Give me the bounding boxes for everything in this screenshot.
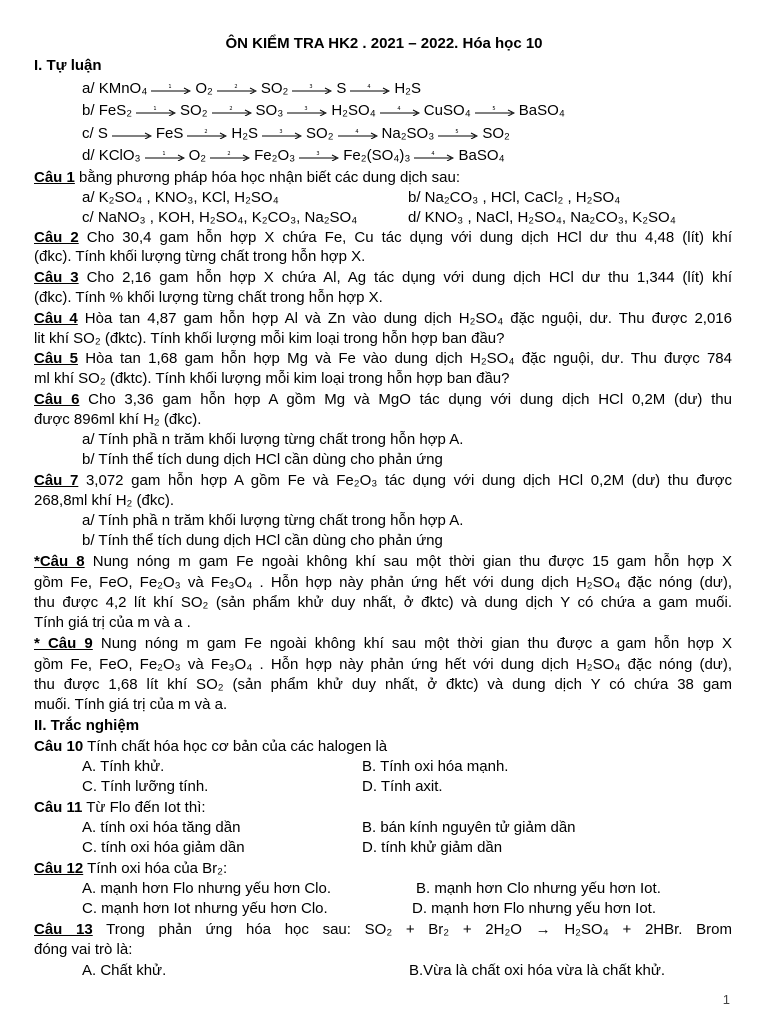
question-9-line-2: gồm Fe, FeO, Fe₂O₃ và Fe₃O₄ . Hỗn hợp này phản ứng hết với dung dịch H₂SO₄ đặc nóng (dư), xyxy=(34,656,732,673)
svg-text:3: 3 xyxy=(309,84,313,91)
question-8-line-2: gồm Fe, FeO, Fe₂O₃ và Fe₃O₄ . Hỗn hợp này phản ứng hết với dung dịch H₂SO₄ đặc nóng (dư), xyxy=(34,574,732,591)
question-12 xyxy=(34,859,227,878)
chain-b-species: H₂SO₄ xyxy=(331,102,376,119)
question-7-line-2: 268,8ml khí H₂ (đkc). xyxy=(34,492,175,509)
question-13-option-a: A. Chất khử. xyxy=(82,962,167,979)
question-1-b: b/ Na₂CO₃ , HCl, CaCl₂ , H₂SO₄ xyxy=(408,189,621,206)
question-12-label: Câu 12 xyxy=(34,860,84,877)
question-5-label: Câu 5 xyxy=(34,350,78,367)
question-6-a: a/ Tính phầ n trăm khối lượng từng chất trong hỗn hợp A. xyxy=(82,431,464,448)
chain-a-species: KMnO₄ xyxy=(98,80,148,97)
svg-text:5: 5 xyxy=(455,129,459,136)
question-9-line-3: thu được 1,68 lít khí SO₂ (sản phẩm khử duy nhất, ở đktc) và dung dịch Y có chứa 38 gam xyxy=(34,676,732,693)
chain-c-species: FeS xyxy=(155,125,184,142)
question-10-option-c: C. Tính lưỡng tính. xyxy=(82,778,209,795)
question-4-text: Hòa tan 4,87 gam hỗn hợp Al và Zn vào dung dịch H₂SO₄ đặc nguội, dư. Thu được 2,016 xyxy=(77,310,732,327)
reaction-arrow-icon xyxy=(292,84,332,94)
question-5-text: Hòa tan 1,68 gam hỗn hợp Mg và Fe vào dung dịch H₂SO₄ đặc nguội, dư. Thu được 784 xyxy=(77,350,732,367)
question-5-line-2: ml khí SO₂ (đktc). Tính khối lượng mỗi kim loại trong hỗn hợp ban đầu? xyxy=(34,370,510,387)
question-6-line-2: được 896ml khí H₂ (đkc). xyxy=(34,411,202,428)
reaction-arrow-icon xyxy=(475,106,515,116)
question-7-line-1 xyxy=(34,471,732,490)
question-2-label: Câu 2 xyxy=(34,229,79,246)
question-11 xyxy=(34,798,206,817)
question-4-line-1 xyxy=(34,309,732,328)
question-10-text: Tính chất hóa học cơ bản của các halogen là xyxy=(83,738,388,755)
chain-d-label: d/ xyxy=(82,147,99,164)
question-6-b: b/ Tính thể tích dung dịch HCl cần dùng cho phản ứng xyxy=(82,451,443,468)
section-multiple-choice-heading: II. Trắc nghiệm xyxy=(34,717,140,734)
question-11-label: Câu 11 xyxy=(34,799,83,816)
chain-d-species: Fe₂(SO₄)₃ xyxy=(343,147,411,164)
chain-a-label: a/ xyxy=(82,80,99,97)
reaction-arrow-icon xyxy=(210,151,250,161)
reaction-arrow-icon xyxy=(217,84,257,94)
question-12-option-b: B. mạnh hơn Clo nhưng yếu hơn Iot. xyxy=(416,880,661,897)
question-3-line-2: (đkc). Tính % khối lượng từng chất trong hỗn hợp X. xyxy=(34,289,383,306)
question-8-label: *Câu 8 xyxy=(34,553,85,570)
chain-d-species: O₂ xyxy=(188,147,207,164)
svg-text:4: 4 xyxy=(397,106,401,113)
reaction-arrow-icon xyxy=(136,106,176,116)
chain-b-species: FeS₂ xyxy=(98,102,133,119)
page-title: ÔN KIỂM TRA HK2 . 2021 – 2022. Hóa học 10 xyxy=(225,35,543,52)
question-8-line-3: thu được 4,2 lít khí SO₂ (sản phẩm khử duy nhất, ở đktc) và dung dịch Y có chứa a gam muối. xyxy=(34,594,732,611)
svg-text:4: 4 xyxy=(367,84,371,91)
reaction-arrow-icon xyxy=(287,106,327,116)
svg-text:3: 3 xyxy=(304,106,308,113)
question-11-option-b: B. bán kính nguyên tử giảm dần xyxy=(362,819,576,836)
chain-a xyxy=(82,79,421,98)
question-13-line-2: đóng vai trò là: xyxy=(34,941,133,958)
question-7-b: b/ Tính thể tích dung dịch HCl cần dùng cho phản ứng xyxy=(82,532,443,549)
question-2-line-1 xyxy=(34,228,732,247)
chain-c-species: SO₂ xyxy=(306,125,334,142)
svg-text:4: 4 xyxy=(431,151,436,158)
reaction-arrow-icon xyxy=(338,129,378,139)
question-13-label: Câu 13 xyxy=(34,921,93,938)
question-13-text: Trong phản ứng hóa học sau: SO₂ + Br₂ + 2H₂O → H₂SO₄ + 2HBr. Brom xyxy=(92,921,732,938)
question-8-text: Nung nóng m gam Fe ngoài không khí sau một thời gian thu được 15 gam hỗn hợp X xyxy=(84,553,733,570)
question-8-line-4: Tính giá trị của m và a . xyxy=(34,614,191,631)
svg-text:2: 2 xyxy=(234,84,238,91)
reaction-arrow-icon xyxy=(380,106,420,116)
svg-text:1: 1 xyxy=(162,151,166,158)
question-2-line-2: (đkc). Tính khối lượng từng chất trong hỗn hợp X. xyxy=(34,248,366,265)
page-number: 1 xyxy=(722,992,730,1007)
reaction-arrow-icon xyxy=(262,129,302,139)
question-10-option-b: B. Tính oxi hóa mạnh. xyxy=(362,758,509,775)
reaction-arrow-icon xyxy=(187,129,227,139)
question-7-text: 3,072 gam hỗn hợp A gồm Fe và Fe₂O₃ tác dụng với dung dịch HCl 0,2M (dư) thu được xyxy=(78,472,732,489)
question-1-a: a/ K₂SO₄ , KNO₃, KCl, H₂SO₄ xyxy=(82,189,279,206)
chain-b-label: b/ xyxy=(82,102,99,119)
chain-b-species: SO₃ xyxy=(255,102,284,119)
question-3-text: Cho 2,16 gam hỗn hợp X chứa Al, Ag tác dụng với dung dịch HCl dư thu 1,344 (lít) khí xyxy=(78,269,732,286)
question-2-text: Cho 30,4 gam hỗn hợp X chứa Fe, Cu tác dụng với dung dịch HCl dư thu 4,48 (lít) khí xyxy=(78,229,732,246)
question-10-label: Câu 10 xyxy=(34,738,84,755)
question-9-line-4: muối. Tính giá trị của m và a. xyxy=(34,696,228,713)
question-9-text: Nung nóng m gam Fe ngoài không khí sau một thời gian thu được a gam hỗn hợp X xyxy=(92,635,733,652)
question-3-label: Câu 3 xyxy=(34,269,79,286)
chain-c-species: SO₂ xyxy=(482,125,510,142)
chain-c xyxy=(82,124,510,143)
question-5-line-1 xyxy=(34,349,732,368)
chain-b-species: SO₂ xyxy=(180,102,208,119)
svg-text:5: 5 xyxy=(492,106,496,113)
chain-c-species: S xyxy=(97,125,108,142)
question-8-line-1 xyxy=(34,552,732,571)
section-essay-heading: I. Tự luận xyxy=(34,57,102,74)
question-3-line-1 xyxy=(34,268,732,287)
question-10-option-a: A. Tính khử. xyxy=(82,758,165,775)
chain-d xyxy=(82,146,505,165)
svg-text:2: 2 xyxy=(228,106,233,113)
question-7-a: a/ Tính phầ n trăm khối lượng từng chất trong hỗn hợp A. xyxy=(82,512,464,529)
svg-text:1: 1 xyxy=(168,84,172,91)
question-9-line-1 xyxy=(34,634,732,653)
chain-a-species: S xyxy=(336,80,347,97)
chain-b xyxy=(82,101,565,120)
question-13-line-1 xyxy=(34,920,732,939)
question-1 xyxy=(34,168,460,187)
question-1-d: d/ KNO₃ , NaCl, H₂SO₄, Na₂CO₃, K₂SO₄ xyxy=(408,209,676,226)
question-6-line-1 xyxy=(34,390,732,409)
question-11-option-c: C. tính oxi hóa giảm dần xyxy=(82,839,245,856)
reaction-arrow-icon xyxy=(112,129,152,139)
question-10-option-d: D. Tính axit. xyxy=(362,778,443,795)
svg-text:3: 3 xyxy=(316,151,320,158)
question-1-c: c/ NaNO₃ , KOH, H₂SO₄, K₂CO₃, Na₂SO₄ xyxy=(82,209,358,226)
question-11-text: Từ Flo đến Iot thì: xyxy=(82,799,206,816)
reaction-arrow-icon xyxy=(414,151,454,161)
question-9-label: * Câu 9 xyxy=(34,635,93,652)
question-4-line-2: lit khí SO₂ (đktc). Tính khối lượng mỗi kim loại trong hỗn hợp ban đầu? xyxy=(34,330,505,347)
question-6-label: Câu 6 xyxy=(34,391,80,408)
chain-c-species: Na₂SO₃ xyxy=(381,125,435,142)
reaction-arrow-icon xyxy=(145,151,185,161)
question-12-option-c: C. mạnh hơn Iot nhưng yếu hơn Clo. xyxy=(82,900,328,917)
reaction-arrow-icon xyxy=(299,151,339,161)
question-12-text: Tính oxi hóa của Br₂: xyxy=(83,860,228,877)
svg-text:3: 3 xyxy=(279,129,283,136)
question-7-label: Câu 7 xyxy=(34,472,79,489)
question-11-option-a: A. tính oxi hóa tăng dần xyxy=(82,819,241,836)
reaction-arrow-icon xyxy=(350,84,390,94)
chain-c-label: c/ xyxy=(82,125,98,142)
chain-b-species: CuSO₄ xyxy=(423,102,471,119)
reaction-arrow-icon xyxy=(212,106,252,116)
question-4-label: Câu 4 xyxy=(34,310,78,327)
chain-b-species: BaSO₄ xyxy=(518,102,565,119)
svg-text:1: 1 xyxy=(153,106,157,113)
svg-text:2: 2 xyxy=(204,129,208,136)
question-6-text: Cho 3,36 gam hỗn hợp A gồm Mg và MgO tác dụng với dung dịch HCl 0,2M (dư) thu xyxy=(79,391,732,408)
reaction-arrow-icon xyxy=(438,129,478,139)
question-12-option-d: D. mạnh hơn Flo nhưng yếu hơn Iot. xyxy=(412,900,657,917)
question-13-option-b: B.Vừa là chất oxi hóa vừa là chất khử. xyxy=(409,962,666,979)
question-10 xyxy=(34,737,387,756)
chain-a-species: O₂ xyxy=(195,80,213,97)
chain-d-species: KClO₃ xyxy=(98,147,141,164)
question-1-text: bằng phương pháp hóa học nhận biết các dung dịch sau: xyxy=(74,169,461,186)
chain-c-species: H₂S xyxy=(231,125,259,142)
chain-d-species: BaSO₄ xyxy=(458,147,505,164)
svg-text:2: 2 xyxy=(227,151,231,158)
chain-a-species: SO₂ xyxy=(260,80,289,97)
question-12-option-a: A. mạnh hơn Flo nhưng yếu hơn Clo. xyxy=(82,880,332,897)
question-11-option-d: D. tính khử giảm dần xyxy=(362,839,503,856)
question-1-label: Câu 1 xyxy=(34,169,75,186)
chain-d-species: Fe₂O₃ xyxy=(254,147,296,164)
chain-a-species: H₂S xyxy=(394,80,422,97)
reaction-arrow-icon xyxy=(151,84,191,94)
svg-text:4: 4 xyxy=(354,129,359,136)
